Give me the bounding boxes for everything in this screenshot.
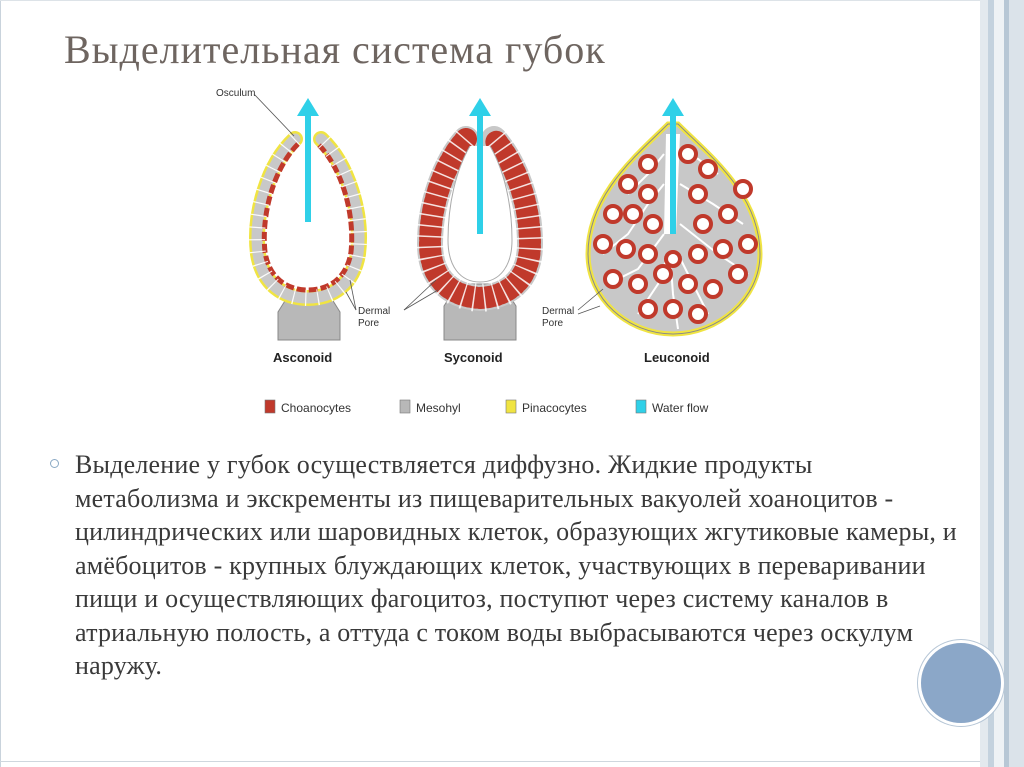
- frame-line-left: [0, 0, 1, 767]
- bullet-icon: [50, 459, 59, 468]
- body-text-block: [50, 448, 960, 683]
- legend-mesohyl: Mesohyl: [416, 401, 461, 415]
- syconoid-diagram: [404, 98, 530, 365]
- decorative-circle: [918, 640, 1004, 726]
- osculum-label: Osculum: [216, 88, 256, 99]
- sponge-body-types-figure: [208, 84, 768, 424]
- body-paragraph: Выделение у губок осуществляется диффузно. Жидкие продукты метаболизма и экскременты из пищеварительных вакуолей хоаноцитов - цилиндрических или шаровидных клеток, образующих жгутиковые камеры, и амёбоцитов - крупных блуждающих клеток, участвующих в переваривании пищи и осуществляющих фагоцитоз, поступют через систему каналов в атриальную полость, а оттуда с током воды выбрасываются через оскулум наружу.: [75, 450, 957, 680]
- legend-water-flow: Water flow: [652, 401, 709, 415]
- dermal-label-2: Dermal: [542, 306, 575, 317]
- frame-line-top: [0, 0, 980, 1]
- pore-label-2: Pore: [542, 318, 564, 329]
- frame-line-bottom: [0, 761, 980, 762]
- slide-title: Выделительная система губок: [64, 27, 606, 72]
- syconoid-label: Syconoid: [444, 350, 503, 365]
- pore-label-1: Pore: [358, 318, 380, 329]
- asconoid-diagram: [216, 88, 390, 365]
- leuconoid-diagram: [542, 98, 760, 365]
- legend-pinacocytes: Pinacocytes: [522, 401, 587, 415]
- dermal-label-1: Dermal: [358, 306, 391, 317]
- figure-legend: [265, 400, 709, 415]
- legend-choanocytes: Choanocytes: [281, 401, 352, 415]
- leuconoid-label: Leuconoid: [644, 350, 710, 365]
- asconoid-label: Asconoid: [273, 350, 333, 365]
